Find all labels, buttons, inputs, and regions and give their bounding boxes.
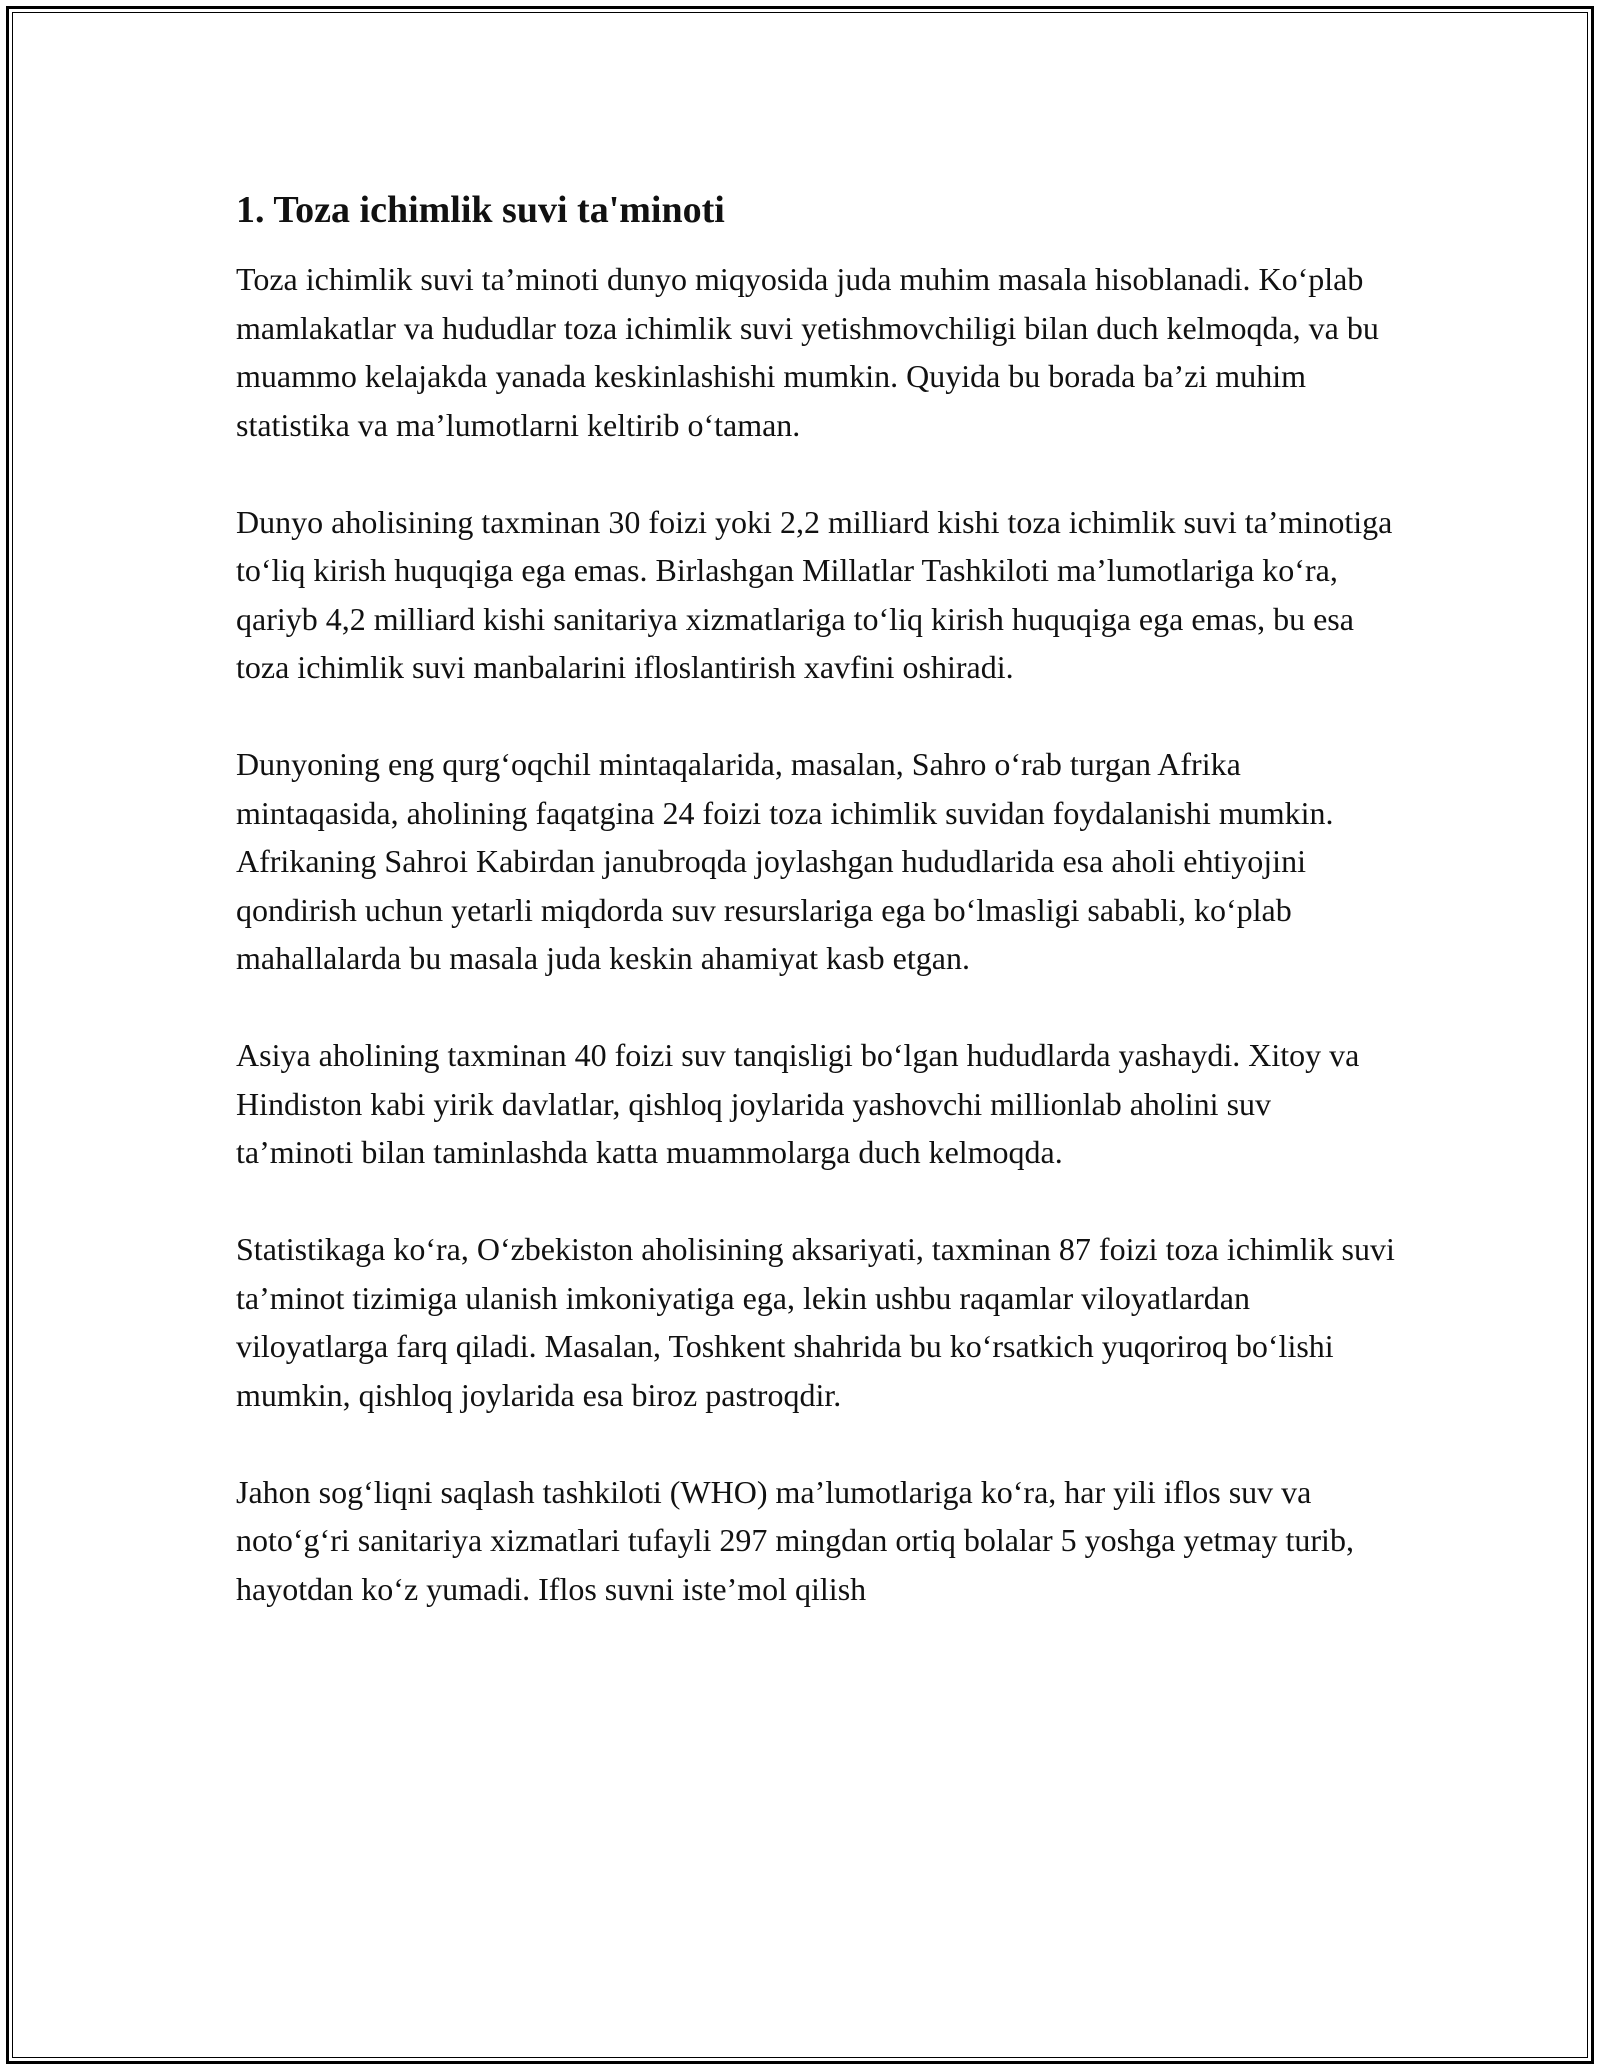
document-body [236,185,1396,1662]
paragraph-uzbekistan: Statistikaga ko‘ra, O‘zbekiston aholisining aksariyati, taxminan 87 foizi toza ichimlik suvi ta’minot tizimiga ulanish imkoniyatiga ega, lekin ushbu raqamlar viloyatlardan viloyatlarga farq qiladi. Masalan, Toshkent shahrida bu ko‘rsatkich yuqoriroq bo‘lishi mumkin, qishloq joylarida esa biroz pastroqdir. [236,1231,1395,1413]
paragraph-africa: Dunyoning eng qurg‘oqchil mintaqalarida, masalan, Sahro o‘rab turgan Afrika mintaqasida, aholining faqatgina 24 foizi toza ichimlik suvidan foydalanishi mumkin. Afrikaning Sahroi Kabirdan janubroqda joylashgan hududlarida esa aholi ehtiyojini qondirish uchun yetarli miqdorda suv resurslariga ega bo‘lmasligi sababli, ko‘plab mahallalarda bu masala juda keskin ahamiyat kasb etgan. [236,746,1334,976]
paragraph-world-access: Dunyo aholisining taxminan 30 foizi yoki 2,2 milliard kishi toza ichimlik suvi ta’minotiga to‘liq kirish huquqiga ega emas. Birlashgan Millatlar Tashkiloti ma’lumotlariga ko‘ra, qariyb 4,2 milliard kishi sanitariya xizmatlariga to‘liq kirish huquqiga ega emas, bu esa toza ichimlik suvi manbalarini ifloslantirish xavfini oshiradi. [236,503,1393,685]
section-heading: 1. Toza ichimlik suvi ta'minoti [236,189,725,231]
paragraph-intro: Toza ichimlik suvi ta’minoti dunyo miqyosida juda muhim masala hisoblanadi. Ko‘plab mamlakatlar va hududlar toza ichimlik suvi yetishmovchiligi bilan duch kelmoqda, va bu muammo kelajakda yanada keskinlashishi mumkin. Quyida bu borada ba’zi muhim statistika va ma’lumotlarni keltirib o‘taman. [236,261,1379,443]
paragraph-who: Jahon sog‘liqni saqlash tashkiloti (WHO) ma’lumotlariga ko‘ra, har yili iflos suv va noto‘g‘ri sanitariya xizmatlari tufayli 297 mingdan ortiq bolalar 5 yoshga yetmay turib, hayotdan ko‘z yumadi. Iflos suvni iste’mol qilish [236,1473,1354,1607]
paragraph-asia: Asiya aholining taxminan 40 foizi suv tanqisligi bo‘lgan hududlarda yashaydi. Xitoy va Hindiston kabi yirik davlatlar, qishloq joylarida yashovchi millionlab aholini suv ta’minoti bilan taminlashda katta muammolarga duch kelmoqda. [236,1037,1360,1170]
